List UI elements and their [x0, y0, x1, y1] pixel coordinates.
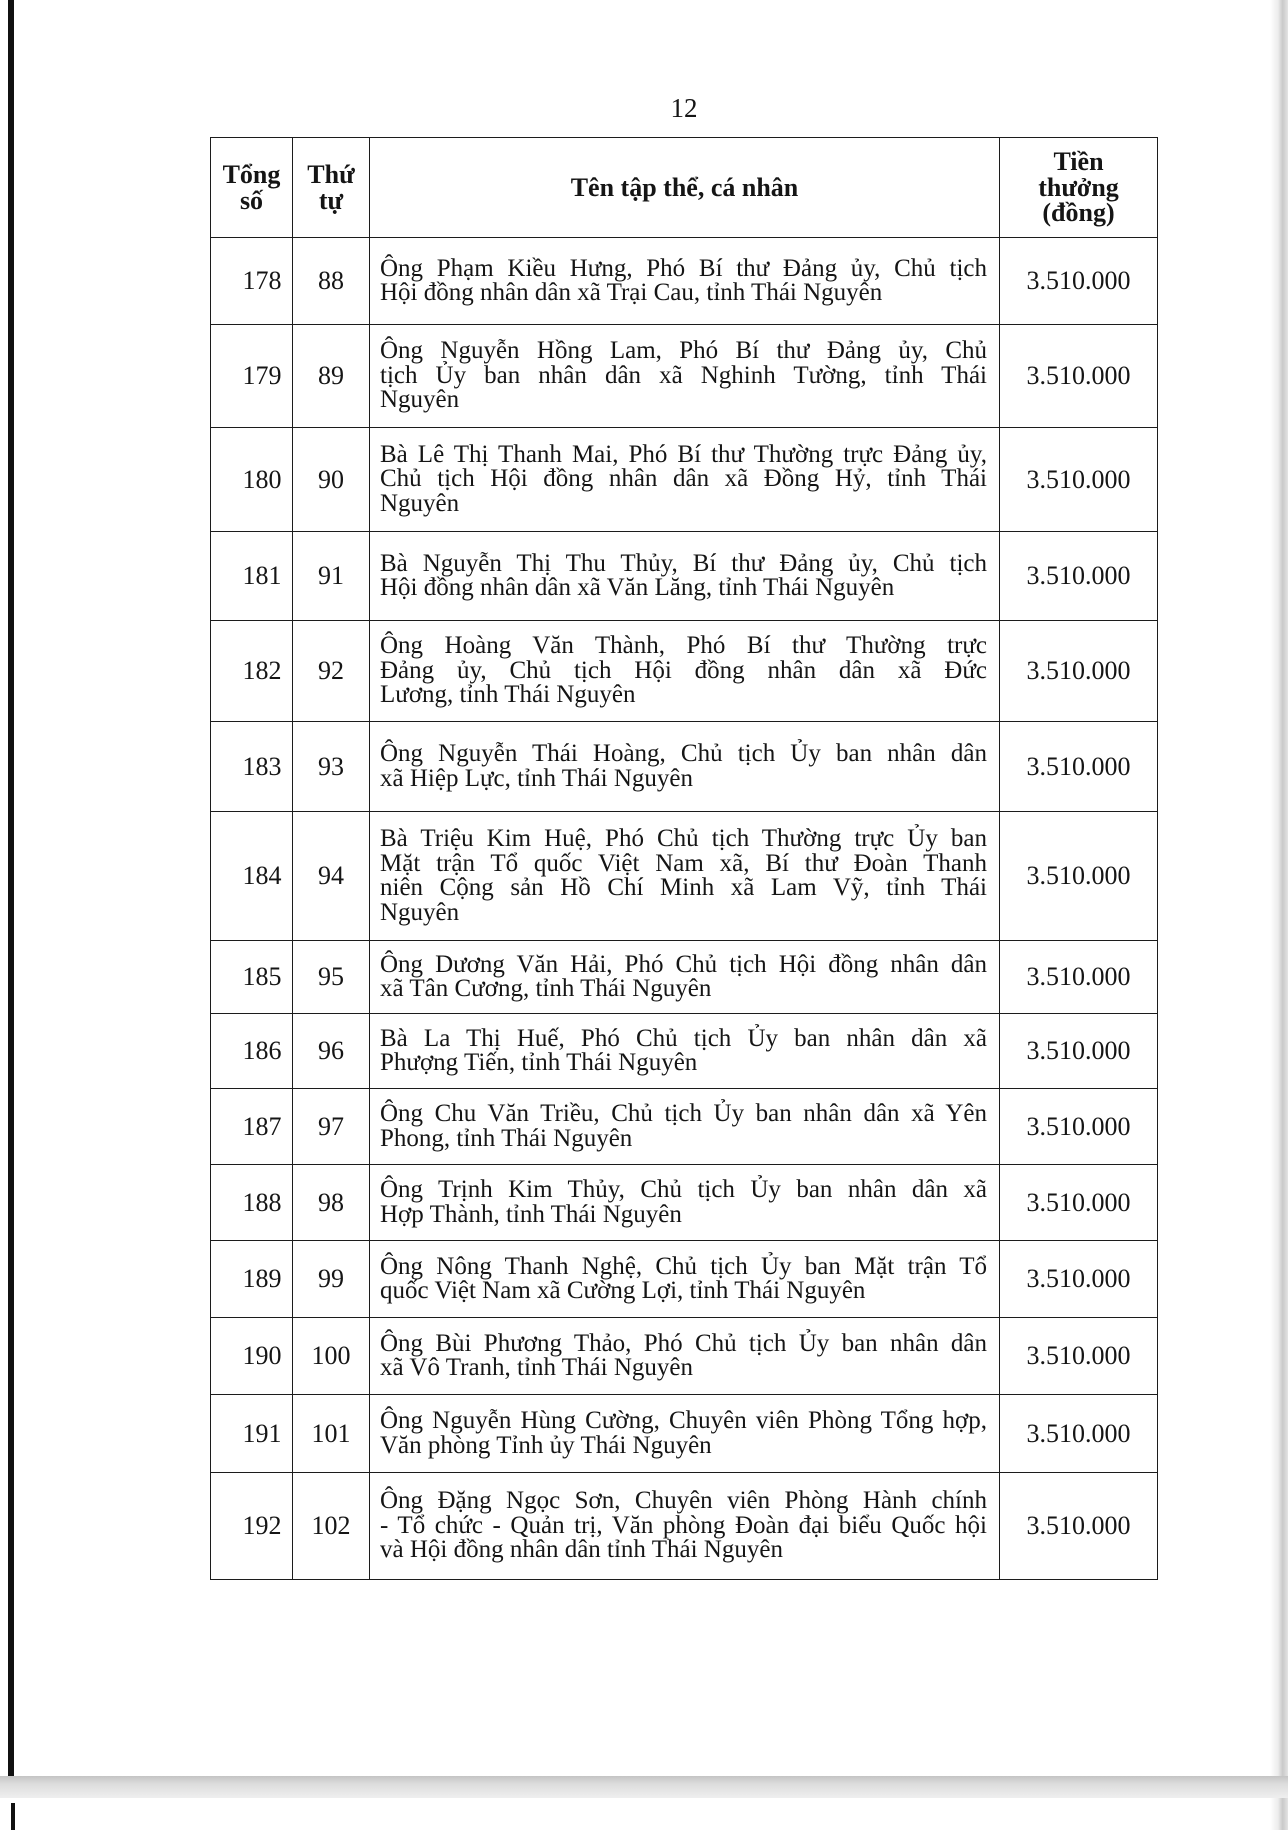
table-row	[211, 1473, 1158, 1580]
order-number-cell: 98	[293, 1165, 370, 1241]
table-row	[211, 812, 1158, 941]
reward-amount-cell: 3.510.000	[1000, 1473, 1158, 1580]
name-line: Mặt trận Tổ quốc Việt Nam xã, Bí thư Đoàn Thanh	[380, 849, 987, 877]
order-number-cell: 100	[293, 1318, 370, 1395]
name-cell	[370, 428, 1000, 532]
header-line: (đồng)	[1042, 198, 1115, 228]
name-line: Nguyên	[380, 898, 460, 926]
name-line: xã Vô Tranh, tỉnh Thái Nguyên	[380, 1354, 693, 1381]
reward-amount-cell: 3.510.000	[1000, 1395, 1158, 1473]
name-line: Hội đồng nhân dân xã Trại Cau, tỉnh Thái Nguyên	[380, 279, 883, 306]
name-line: Ông Nguyễn Hồng Lam, Phó Bí thư Đảng ủy, Chủ	[380, 337, 987, 365]
reward-amount-cell: 3.510.000	[1000, 812, 1158, 941]
name-line: Hội đồng nhân dân xã Văn Lăng, tỉnh Thái Nguyên	[380, 574, 895, 601]
name-line: xã Tân Cương, tỉnh Thái Nguyên	[380, 975, 712, 1002]
name-cell	[370, 1241, 1000, 1318]
name-cell	[370, 1395, 1000, 1473]
order-number-cell: 96	[293, 1014, 370, 1089]
order-number-cell: 93	[293, 722, 370, 812]
reward-amount-cell: 3.510.000	[1000, 532, 1158, 621]
table-row	[211, 428, 1158, 532]
name-line: Bà Lê Thị Thanh Mai, Phó Bí thư Thường trực Đảng ủy,	[380, 440, 987, 468]
reward-amount-cell: 3.510.000	[1000, 722, 1158, 812]
name-line: Ông Đặng Ngọc Sơn, Chuyên viên Phòng Hành chính	[380, 1487, 987, 1515]
order-number-cell: 97	[293, 1089, 370, 1165]
order-number-cell: 90	[293, 428, 370, 532]
name-line: Ông Phạm Kiều Hưng, Phó Bí thư Đảng ủy, Chủ tịch	[380, 254, 987, 282]
name-line: Chủ tịch Hội đồng nhân dân xã Đồng Hỷ, tỉnh Thái	[380, 465, 987, 493]
total-number-cell: 182	[211, 621, 293, 722]
name-cell	[370, 532, 1000, 621]
header-order-number	[293, 138, 370, 238]
name-line: Nguyên	[380, 386, 460, 414]
table-row	[211, 621, 1158, 722]
name-line: Ông Dương Văn Hải, Phó Chủ tịch Hội đồng nhân dân	[380, 950, 987, 978]
next-page-right-edge	[1270, 1798, 1288, 1830]
total-number-cell: 192	[211, 1473, 293, 1580]
name-cell	[370, 1014, 1000, 1089]
table-row	[211, 238, 1158, 325]
order-number-cell: 95	[293, 941, 370, 1014]
award-table	[210, 137, 1158, 1580]
name-line: Ông Nguyễn Hùng Cường, Chuyên viên Phòng Tổng hợp,	[380, 1407, 987, 1434]
reward-amount-cell: 3.510.000	[1000, 1014, 1158, 1089]
order-number-cell: 92	[293, 621, 370, 722]
next-page-top	[0, 1798, 1288, 1830]
order-number-cell: 88	[293, 238, 370, 325]
name-cell	[370, 1473, 1000, 1580]
name-line: Ông Hoàng Văn Thành, Phó Bí thư Thường trực	[380, 632, 987, 660]
order-number-cell: 99	[293, 1241, 370, 1318]
total-number-cell: 184	[211, 812, 293, 941]
total-number-cell: 190	[211, 1318, 293, 1395]
name-line: Bà La Thị Huế, Phó Chủ tịch Ủy ban nhân dân xã	[380, 1024, 987, 1052]
total-number-cell: 179	[211, 325, 293, 428]
reward-amount-cell: 3.510.000	[1000, 1089, 1158, 1165]
next-page-left-edge	[11, 1803, 15, 1830]
total-number-cell: 191	[211, 1395, 293, 1473]
table-row	[211, 941, 1158, 1014]
header-total-number	[211, 138, 293, 238]
reward-amount-cell: 3.510.000	[1000, 941, 1158, 1014]
reward-amount-cell: 3.510.000	[1000, 1318, 1158, 1395]
header-line: số	[239, 185, 264, 215]
page-separator	[0, 1776, 1288, 1798]
scan-right-edge	[1270, 0, 1288, 1776]
total-number-cell: 178	[211, 238, 293, 325]
page-number: 12	[670, 93, 698, 123]
name-cell	[370, 812, 1000, 941]
name-cell	[370, 941, 1000, 1014]
table-row	[211, 1395, 1158, 1473]
name-line: niên Cộng sản Hồ Chí Minh xã Lam Vỹ, tỉnh Thái	[380, 874, 987, 901]
total-number-cell: 189	[211, 1241, 293, 1318]
name-cell	[370, 722, 1000, 812]
reward-amount-cell: 3.510.000	[1000, 621, 1158, 722]
table-row	[211, 1089, 1158, 1165]
name-line: Nguyên	[380, 489, 460, 517]
order-number-cell: 102	[293, 1473, 370, 1580]
table-row	[211, 722, 1158, 812]
name-line: và Hội đồng nhân dân tỉnh Thái Nguyên	[380, 1536, 783, 1564]
header-reward	[1000, 138, 1158, 238]
name-line: Bà Nguyễn Thị Thu Thủy, Bí thư Đảng ủy, Chủ tịch	[380, 549, 987, 577]
header-line: Tổng	[222, 160, 281, 189]
name-line: tịch Ủy ban nhân dân xã Nghinh Tường, tỉnh Thái	[380, 361, 987, 389]
total-number-cell: 181	[211, 532, 293, 621]
name-line: Ông Chu Văn Triều, Chủ tịch Ủy ban nhân dân xã Yên	[380, 1100, 987, 1127]
name-line: Ông Trịnh Kim Thủy, Chủ tịch Ủy ban nhân dân xã	[380, 1176, 987, 1203]
total-number-cell: 186	[211, 1014, 293, 1089]
name-line: Ông Nguyễn Thái Hoàng, Chủ tịch Ủy ban nhân dân	[380, 740, 987, 767]
name-line: Hợp Thành, tỉnh Thái Nguyên	[380, 1200, 682, 1228]
order-number-cell: 101	[293, 1395, 370, 1473]
order-number-cell: 94	[293, 812, 370, 941]
header-line: Tên tập thể, cá nhân	[570, 172, 799, 202]
reward-amount-cell: 3.510.000	[1000, 325, 1158, 428]
name-cell	[370, 1318, 1000, 1395]
reward-amount-cell: 3.510.000	[1000, 1165, 1158, 1241]
total-number-cell: 185	[211, 941, 293, 1014]
name-cell	[370, 325, 1000, 428]
reward-amount-cell: 3.510.000	[1000, 1241, 1158, 1318]
table-header	[211, 138, 1158, 238]
table-body	[211, 238, 1158, 1580]
name-line: - Tổ chức - Quản trị, Văn phòng Đoàn đại biểu Quốc hội	[380, 1511, 987, 1539]
name-line: Phượng Tiến, tỉnh Thái Nguyên	[380, 1049, 698, 1076]
scan-left-edge	[8, 0, 14, 1776]
name-line: Lương, tỉnh Thái Nguyên	[380, 681, 636, 709]
name-cell	[370, 1165, 1000, 1241]
name-cell	[370, 621, 1000, 722]
reward-amount-cell: 3.510.000	[1000, 428, 1158, 532]
header-line: Tiền	[1053, 147, 1104, 177]
total-number-cell: 187	[211, 1089, 293, 1165]
table-row	[211, 1165, 1158, 1241]
name-line: Đảng ủy, Chủ tịch Hội đồng nhân dân xã Đức	[380, 656, 987, 684]
name-line: Bà Triệu Kim Huệ, Phó Chủ tịch Thường trực Ủy ban	[380, 825, 987, 852]
header-row	[211, 138, 1158, 238]
total-number-cell: 180	[211, 428, 293, 532]
table-row	[211, 1014, 1158, 1089]
table-row	[211, 1318, 1158, 1395]
name-line: Văn phòng Tỉnh ủy Thái Nguyên	[380, 1431, 712, 1459]
reward-amount-cell: 3.510.000	[1000, 238, 1158, 325]
table-row	[211, 1241, 1158, 1318]
header-name	[370, 138, 1000, 238]
name-line: Phong, tỉnh Thái Nguyên	[380, 1124, 633, 1152]
name-line: quốc Việt Nam xã Cường Lợi, tỉnh Thái Nguyên	[380, 1277, 866, 1304]
table-row	[211, 532, 1158, 621]
table-row	[211, 325, 1158, 428]
order-number-cell: 89	[293, 325, 370, 428]
name-cell	[370, 238, 1000, 325]
name-line: xã Hiệp Lực, tỉnh Thái Nguyên	[380, 764, 694, 792]
header-line: Thứ	[307, 160, 355, 189]
name-line: Ông Nông Thanh Nghệ, Chủ tịch Ủy ban Mặt trận Tổ	[380, 1252, 987, 1280]
header-line: thưởng	[1038, 172, 1119, 202]
order-number-cell: 91	[293, 532, 370, 621]
header-line: tự	[318, 185, 344, 215]
total-number-cell: 188	[211, 1165, 293, 1241]
name-line: Ông Bùi Phương Thảo, Phó Chủ tịch Ủy ban nhân dân	[380, 1329, 987, 1357]
total-number-cell: 183	[211, 722, 293, 812]
name-cell	[370, 1089, 1000, 1165]
